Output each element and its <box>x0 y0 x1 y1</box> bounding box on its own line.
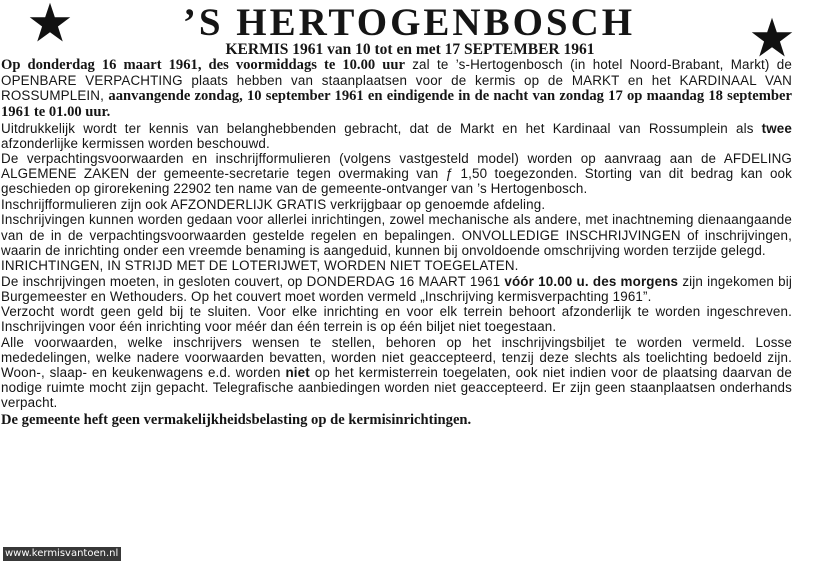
emphasis-twee: twee <box>761 120 792 136</box>
star-icon <box>28 1 72 45</box>
paragraph-lottery-law: INRICHTINGEN, IN STRIJD MET DE LOTERIJWET, WORDEN NIET TOEGELATEN. <box>1 258 519 274</box>
paragraph-free-forms: Inschrijfformulieren zijn ook AFZONDERLIJK GRATIS verkrijgbaar op genoemde afdeling. <box>1 196 546 212</box>
paragraph-auction-date <box>1 57 792 120</box>
page-subtitle: KERMIS 1961 van 10 tot en met 17 SEPTEMBER 1961 <box>225 41 595 58</box>
star-icon <box>750 16 794 60</box>
paragraph-no-tax: De gemeente heft geen vermakelijkheidsbelasting op de kermisinrichtingen. <box>1 412 472 429</box>
kermis-period-text: aanvangende zondag, 10 september 1961 en eindigende in de nacht van zondag 17 op maandag 18 september 1961 te 01.00 uur. <box>1 88 792 121</box>
deadline-emphasis: vóór 10.00 u. des morgens <box>504 273 679 289</box>
watermark-url: www.kermisvantoen.nl <box>3 547 121 561</box>
emphasis-niet: niet <box>285 364 310 380</box>
emphasis-free: AFZONDERLIJK GRATIS <box>170 196 327 212</box>
paragraph-no-money: Verzocht wordt geen geld bij te sluiten. Voor elke inrichting en voor elk terrein behoort afzonderlijk te worden ingeschreven. Inschrijvingen voor één inrichting voor méér dan één terrein is op één biljet niet toegestaan. <box>1 304 792 335</box>
paragraph-terms: Alle voorwaarden, welke inschrijvers wensen te stellen, behoren op het inschrijvingsbiljet te worden vermeld. Losse mededelingen, welke nadere voorwaarden bevatten, worden niet geaccepteerd, tenzij deze slechts als toelichting bedoeld zijn. Woon-, slaap- en keukenwagens e.d. worden niet op het kermisterrein toegelaten, ook niet indien voor de plaatsing daarvan de nodige ruimte mocht zijn gepacht. Telegrafische aanbiedingen worden niet geaccepteerd. Er zijn geen staanplaatsen onderhands verpacht. <box>1 334 792 411</box>
auction-date-text: Op donderdag 16 maart 1961, des voormiddags te 10.00 uur <box>1 57 405 73</box>
paragraph-registrations: Inschrijvingen kunnen worden gedaan voor allerlei inrichtingen, zowel mechanische als andere, met inachtneming dienaangaande van de in de verpachtingsvoorwaarden gestelde regelen en bepalingen. ONVOLLEDIGE INSCHRIJVINGEN of inschrijvingen, waarin de inrichting onder een vreemde benaming is aangeduid, kunnen bij onvoldoende omschrijving worden terzijde gelegd. <box>1 212 792 258</box>
paragraph-conditions: De verpachtingsvoorwaarden en inschrijfformulieren (volgens vastgesteld model) worden op aanvraag aan de AFDELING ALGEMENE ZAKEN der gemeente-secretarie tegen overmaking van ƒ 1,50 toegezonden. Storting van dit bedrag kan ook geschieden op girorekening 22902 ten name van de gemeente-ontvanger van ’s Hertogenbosch. <box>1 151 792 197</box>
page-title: ’S HERTOGENBOSCH <box>182 1 636 44</box>
auction-location-text: zal te ’s-Hertogenbosch (in hotel Noord-Brabant, Markt) de OPENBARE VERPACHTING plaats hebben van staanplaatsen voor de kermis op de MARKT en het KARDINAAL VAN ROSSUMPLEIN, <box>1 57 793 104</box>
paragraph-deadline: De inschrijvingen moeten, in gesloten couvert, op DONDERDAG 16 MAART 1961 vóór 10.00 u. des morgens zijn ingekomen bij Burgemeester en Wethouders. Op het couvert moet worden vermeld „Inschrijving kermisverpachting 1961”. <box>1 273 793 304</box>
paragraph-two-fairs: Uitdrukkelijk wordt ter kennis van belanghebbenden gebracht, dat de Markt en het Kardinaal van Rossumplein als twee afzonderlijke kermissen worden beschouwd. <box>1 120 792 151</box>
notice-body <box>1 57 792 428</box>
